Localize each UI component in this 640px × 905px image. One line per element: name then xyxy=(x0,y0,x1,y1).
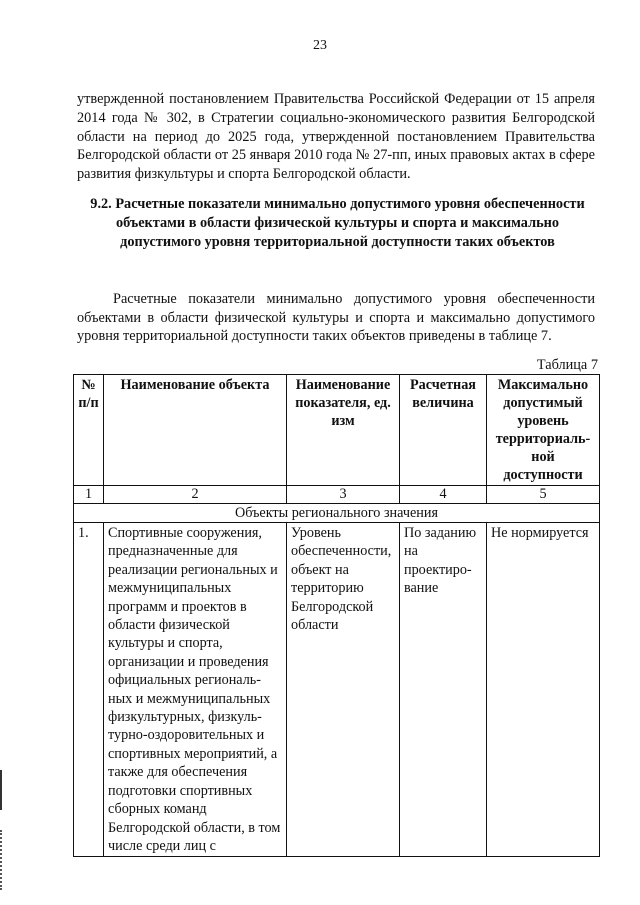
column-number: 4 xyxy=(400,486,487,504)
row-object: Спортивные сооружения, предназначенные для реализации региональных и межмуниципальных программ и проектов в области физической культуры и спорта, организации и проведения официальных региональ-ных и межмуниципальных физкультурных, физкуль-турно-оздоровительных и спортивных мероприятий, а также для обеспечения подготовки спортивных сборных команд Белгородской области, в том числе среди лиц с xyxy=(104,523,287,857)
row-accessibility: Не нормируется xyxy=(487,523,600,857)
scan-edge-dots xyxy=(0,830,8,890)
table-caption: Таблица 7 xyxy=(536,357,598,373)
page-number: 23 xyxy=(313,38,327,53)
row-indicator: Уровень обеспеченности, объект на территорию Белгородской области xyxy=(287,523,400,857)
group-row xyxy=(74,504,600,523)
section-heading: 9.2. Расчетные показатели минимально допустимого уровня обеспеченности объектами в области физической культуры и спорта и максимально допустимого уровня территориальной доступности таких объектов xyxy=(90,196,585,250)
intro-paragraph: утвержденной постановлением Правительства Российской Федерации от 15 апреля 2014 года № 302, в Стратегии социально-экономического развития Белгородской области на период до 2025 года, утвержденной постановлением Правительства Белгородской области от 25 января 2010 года № 27-пп, иных правовых актах в сфере развития физкультуры и спорта Белгородской области. xyxy=(77,91,595,183)
header-object-name: Наименование объекта xyxy=(104,375,287,486)
row-number: 1. xyxy=(74,523,104,857)
header-indicator-name: Наименование показателя, ед. изм xyxy=(287,375,400,486)
table-header-row xyxy=(74,375,600,486)
scan-edge-mark xyxy=(0,770,2,810)
column-number: 5 xyxy=(487,486,600,504)
body-paragraph: Расчетные показатели минимально допустимого уровня обеспеченности объектами в области физической культуры и спорта и максимально допустимого уровня территориальной доступности таких объектов приведены в таблице 7. xyxy=(77,291,595,345)
indicators-table xyxy=(73,374,600,857)
group-title: Объекты регионального значения xyxy=(74,504,600,523)
column-number-row xyxy=(74,486,600,504)
row-value: По заданию на проектиро-вание xyxy=(400,523,487,857)
header-calculated-value: Расчетная величина xyxy=(400,375,487,486)
header-max-accessibility: Максимально допустимый уровень территориаль-ной доступности xyxy=(487,375,600,486)
column-number: 1 xyxy=(74,486,104,504)
header-number: № п/п xyxy=(74,375,104,486)
column-number: 2 xyxy=(104,486,287,504)
table-row xyxy=(74,523,600,857)
column-number: 3 xyxy=(287,486,400,504)
